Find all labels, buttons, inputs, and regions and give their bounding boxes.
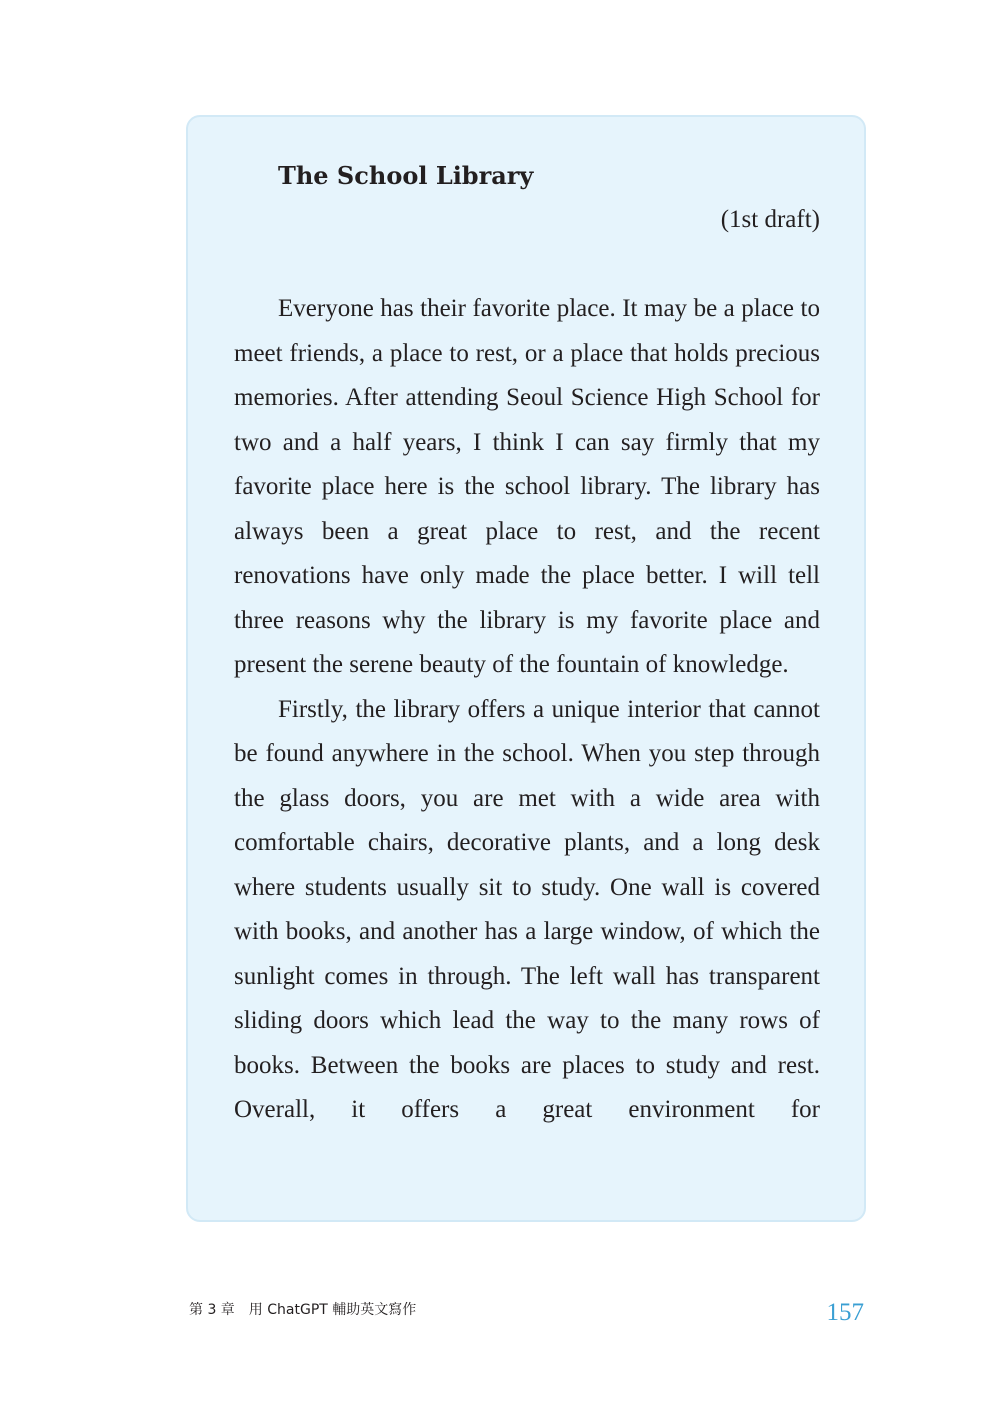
page-number: 157 — [826, 1299, 864, 1326]
paragraph-2: Firstly, the library offers a unique interior that cannot be found anywhere in the school. When you step through the glass doors, you are met with a wide area with comfortable chairs, decorative plants, and a long desk where students usually sit to study. One wall is covered with books, and another has a large window, of which the sunlight comes in through. The left wall has transparent sliding doors which lead the way to the many rows of books. Between the books are places to study and rest. Overall, it offers a great environment for — [234, 695, 820, 1123]
draft-label: (1st draft) — [720, 206, 820, 233]
paragraph-1: Everyone has their favorite place. It may be a place to meet friends, a place to rest, or a place that holds precious memories. After attending Seoul Science High School for two and a half years, I think I can say firmly that my favorite place here is the school library. The library has always been a great place to rest, and the recent renovations have only made the place better. I will tell three reasons why the library is my favorite place and present the serene beauty of the fountain of knowledge. — [234, 295, 820, 678]
essay-body — [234, 287, 820, 1133]
essay-title: The School Library — [278, 161, 534, 190]
chapter-footer: 第 3 章 用 ChatGPT 輔助英文寫作 — [189, 1302, 417, 1318]
